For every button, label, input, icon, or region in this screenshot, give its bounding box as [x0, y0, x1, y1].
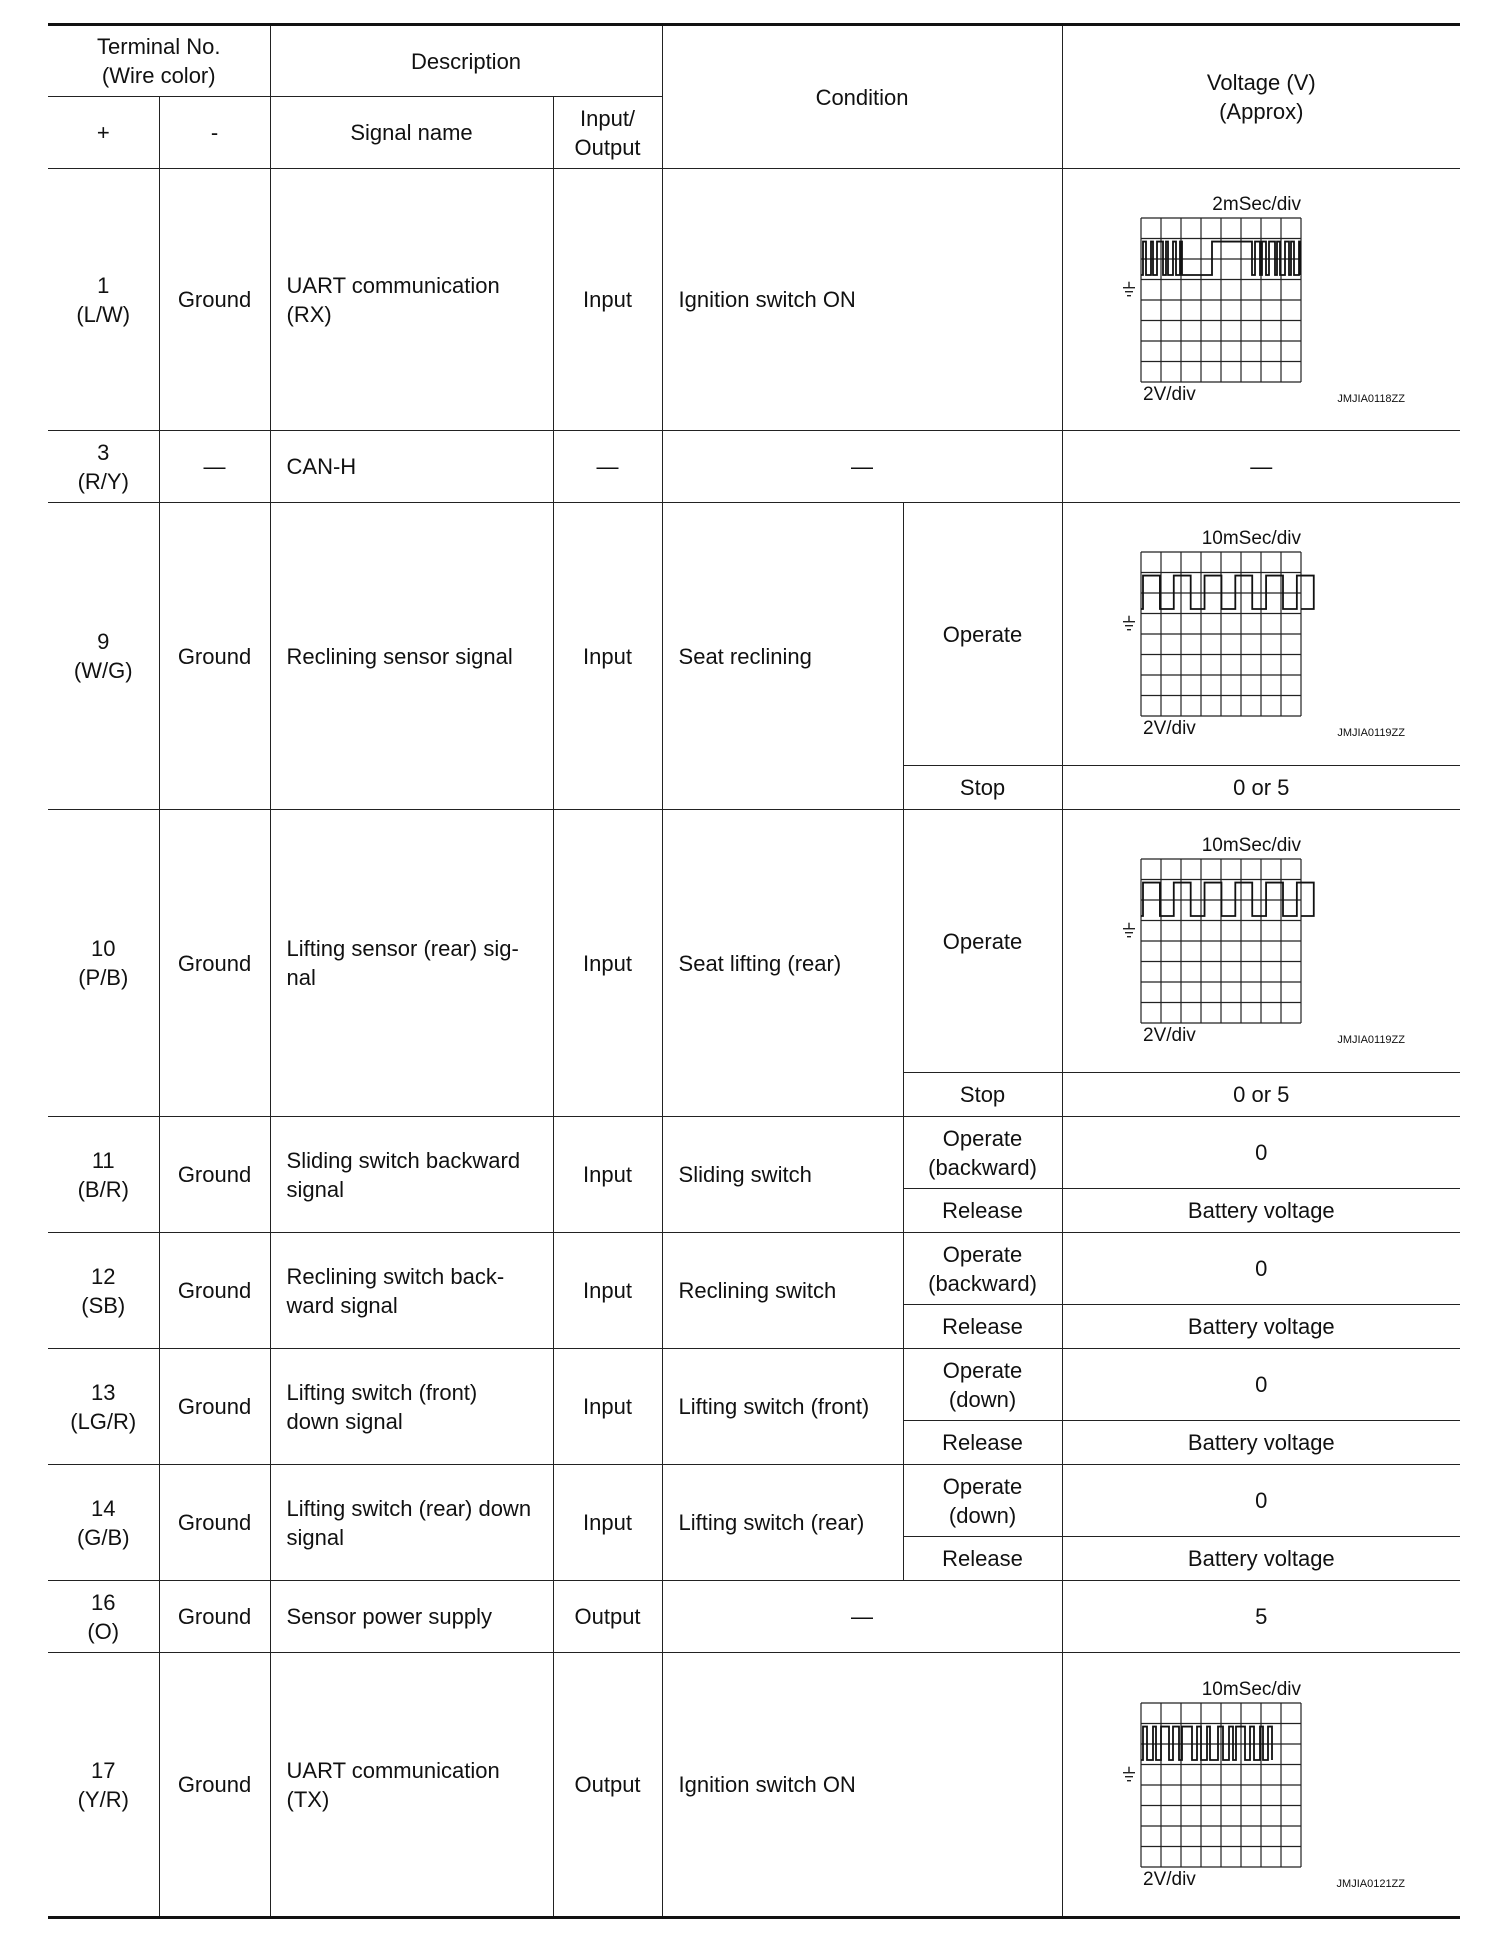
ground-symbol-icon [1123, 281, 1135, 295]
terminal-number: 1 [97, 272, 110, 298]
state-line-1: Operate [942, 1357, 1023, 1383]
state-line-1: Operate [942, 1473, 1023, 1499]
state-cell [903, 1117, 1062, 1189]
oscilloscope-waveform [1115, 825, 1407, 1057]
condition-cell: Reclining switch [662, 1233, 903, 1349]
oscilloscope-waveform [1115, 1669, 1407, 1901]
signal-line-2: (RX) [286, 301, 332, 327]
terminal-no-label: Terminal No. [97, 34, 221, 59]
ground-symbol-icon [1123, 616, 1135, 630]
state-line-2: (down) [948, 1502, 1017, 1528]
terminal-cell [48, 1581, 159, 1653]
signal-cell [270, 1653, 553, 1918]
table-row [48, 1465, 1460, 1537]
minus-cell: Ground [159, 1653, 270, 1918]
io-cell: — [553, 431, 662, 503]
io-header [553, 97, 662, 169]
voltage-cell: Battery voltage [1062, 1537, 1460, 1581]
state-line-1: Operate [942, 1241, 1023, 1267]
time-division-label: 2mSec/div [1212, 193, 1302, 215]
signal-line-1: Lifting switch (rear) down [286, 1495, 532, 1521]
state-line-2: (backward) [928, 1154, 1037, 1180]
wire-color-label: (Wire color) [101, 63, 216, 88]
minus-cell: Ground [159, 1465, 270, 1581]
time-division-label: 10mSec/div [1202, 835, 1302, 856]
time-division-label: 10mSec/div [1202, 528, 1302, 549]
minus-cell: Ground [159, 1581, 270, 1653]
io-cell: Input [553, 1465, 662, 1581]
wire-color: (R/Y) [77, 468, 129, 494]
volt-division-label: 2V/div [1143, 1868, 1197, 1890]
terminal-cell [48, 431, 159, 503]
state-cell: Release [903, 1537, 1062, 1581]
terminal-number: 11 [91, 1147, 115, 1173]
signal-cell: Reclining sensor signal [270, 503, 553, 810]
condition-cell: Seat lifting (rear) [662, 810, 903, 1117]
ground-symbol-icon [1123, 1766, 1135, 1780]
state-cell: Release [903, 1421, 1062, 1465]
state-cell: Stop [903, 1073, 1062, 1117]
terminal-number: 12 [91, 1263, 116, 1289]
io-cell: Input [553, 503, 662, 810]
terminal-cell [48, 1465, 159, 1581]
condition-cell: Lifting switch (front) [662, 1349, 903, 1465]
state-line-2: (down) [948, 1386, 1017, 1412]
state-cell: Release [903, 1305, 1062, 1349]
scope-grid [1141, 1703, 1301, 1867]
volt-division-label: 2V/div [1143, 383, 1197, 405]
io-label-1: Input/ [580, 105, 636, 131]
condition-cell: Ignition switch ON [662, 1653, 1062, 1918]
terminal-cell [48, 810, 159, 1117]
condition-cell: — [662, 1581, 1062, 1653]
volt-division-label: 2V/div [1143, 1025, 1197, 1046]
table-row [48, 1653, 1460, 1918]
condition-cell: Ignition switch ON [662, 169, 1062, 431]
terminal-cell [48, 169, 159, 431]
signal-line-1: Sliding switch backward [286, 1147, 521, 1173]
table-row [48, 1581, 1460, 1653]
condition-cell: Seat reclining [662, 503, 903, 810]
waveform-trace [1141, 1726, 1272, 1759]
minus-cell: Ground [159, 1233, 270, 1349]
voltage-cell: — [1062, 431, 1460, 503]
signal-line-1: Lifting switch (front) [286, 1379, 478, 1405]
voltage-cell: 0 [1062, 1465, 1460, 1537]
signal-line-2: (TX) [286, 1786, 330, 1812]
voltage-header [1062, 25, 1460, 169]
terminal-cell [48, 503, 159, 810]
oscilloscope-waveform [1115, 518, 1407, 750]
voltage-cell: 0 or 5 [1062, 1073, 1460, 1117]
voltage-cell [1062, 503, 1460, 766]
wire-color: (SB) [81, 1292, 126, 1318]
voltage-cell: 5 [1062, 1581, 1460, 1653]
signal-cell [270, 169, 553, 431]
io-cell: Input [553, 810, 662, 1117]
io-cell: Output [553, 1653, 662, 1918]
io-cell: Input [553, 1117, 662, 1233]
state-cell: Operate [903, 810, 1062, 1073]
waveform-trace [1141, 576, 1314, 609]
terminal-number: 3 [97, 439, 110, 465]
volt-division-label: 2V/div [1143, 718, 1197, 739]
figure-code-label: JMJIA0119ZZ [1337, 727, 1406, 739]
wire-color: (G/B) [76, 1524, 130, 1550]
table-row [48, 431, 1460, 503]
state-line-1: Operate [942, 1125, 1023, 1151]
terminal-number: 17 [91, 1757, 116, 1783]
terminal-number: 10 [91, 936, 116, 961]
voltage-cell: 0 [1062, 1233, 1460, 1305]
io-cell: Output [553, 1581, 662, 1653]
wire-color: (B/R) [77, 1176, 129, 1202]
terminal-cell [48, 1233, 159, 1349]
wire-color: (LG/R) [70, 1408, 137, 1434]
signal-cell [270, 810, 553, 1117]
wire-color: (Y/R) [77, 1786, 129, 1812]
condition-header: Condition [662, 25, 1062, 169]
time-division-label: 10mSec/div [1202, 1678, 1302, 1700]
table-row [48, 1233, 1460, 1305]
terminal-table [48, 23, 1460, 1919]
table-row [48, 810, 1460, 1073]
condition-cell: Sliding switch [662, 1117, 903, 1233]
voltage-cell [1062, 1653, 1460, 1918]
terminal-cell [48, 1117, 159, 1233]
minus-cell: Ground [159, 503, 270, 810]
voltage-cell: 0 [1062, 1117, 1460, 1189]
signal-line-1: Lifting sensor (rear) sig- [286, 936, 519, 961]
table-row [48, 503, 1460, 766]
signal-name-header: Signal name [270, 97, 553, 169]
figure-code-label: JMJIA0119ZZ [1337, 1034, 1406, 1046]
signal-cell [270, 1233, 553, 1349]
terminal-number: 14 [91, 1495, 116, 1521]
io-cell: Input [553, 1233, 662, 1349]
state-cell: Operate [903, 503, 1062, 766]
minus-cell: — [159, 431, 270, 503]
voltage-cell: 0 [1062, 1349, 1460, 1421]
description-header: Description [270, 25, 662, 97]
signal-line-2: down signal [286, 1408, 403, 1434]
signal-cell: Sensor power supply [270, 1581, 553, 1653]
voltage-cell: Battery voltage [1062, 1305, 1460, 1349]
minus-cell: Ground [159, 1349, 270, 1465]
voltage-cell: Battery voltage [1062, 1421, 1460, 1465]
oscilloscope-screen [1115, 1669, 1407, 1901]
oscilloscope-screen [1115, 184, 1407, 416]
state-cell: Release [903, 1189, 1062, 1233]
voltage-cell: Battery voltage [1062, 1189, 1460, 1233]
approx-label: (Approx) [1219, 99, 1304, 124]
wire-color: (L/W) [76, 301, 131, 327]
state-line-2: (backward) [928, 1270, 1037, 1296]
plus-header: + [48, 97, 159, 169]
condition-cell: — [662, 431, 1062, 503]
signal-line-1: UART communication [286, 1757, 500, 1783]
oscilloscope-screen [1115, 825, 1407, 1057]
voltage-label: Voltage (V) [1206, 70, 1316, 95]
ground-symbol-icon [1123, 923, 1135, 937]
signal-line-2: nal [286, 965, 316, 990]
table-row [48, 1349, 1460, 1421]
minus-cell: Ground [159, 810, 270, 1117]
signal-line-2: signal [286, 1176, 344, 1202]
signal-cell [270, 1117, 553, 1233]
condition-cell: Lifting switch (rear) [662, 1465, 903, 1581]
terminal-number: 16 [91, 1589, 116, 1615]
oscilloscope-screen [1115, 518, 1407, 750]
state-cell [903, 1465, 1062, 1537]
wire-color: (W/G) [73, 658, 133, 683]
waveform-trace [1141, 883, 1314, 916]
table-row [48, 169, 1460, 431]
figure-code-label: JMJIA0121ZZ [1336, 1877, 1406, 1890]
signal-line-1: UART communication [286, 272, 500, 298]
signal-line-2: ward signal [286, 1292, 398, 1318]
minus-header: - [159, 97, 270, 169]
minus-cell: Ground [159, 169, 270, 431]
terminal-cell [48, 1653, 159, 1918]
io-label-2: Output [574, 134, 641, 160]
table-row [48, 1117, 1460, 1189]
voltage-cell: 0 or 5 [1062, 766, 1460, 810]
oscilloscope-waveform [1115, 184, 1407, 416]
signal-cell [270, 1349, 553, 1465]
signal-line-1: Reclining switch back- [286, 1263, 505, 1289]
io-cell: Input [553, 1349, 662, 1465]
voltage-cell [1062, 169, 1460, 431]
figure-code-label: JMJIA0118ZZ [1337, 392, 1406, 405]
voltage-cell [1062, 810, 1460, 1073]
terminal-cell [48, 1349, 159, 1465]
signal-cell [270, 1465, 553, 1581]
terminal-number: 13 [91, 1379, 116, 1405]
signal-line-2: signal [286, 1524, 344, 1550]
state-cell [903, 1349, 1062, 1421]
minus-cell: Ground [159, 1117, 270, 1233]
terminal-number: 9 [97, 629, 110, 654]
state-cell: Stop [903, 766, 1062, 810]
wire-color: (P/B) [78, 965, 129, 990]
io-cell: Input [553, 169, 662, 431]
wire-color: (O) [87, 1618, 120, 1644]
terminal-no-header [48, 25, 270, 97]
signal-cell: CAN-H [270, 431, 553, 503]
state-cell [903, 1233, 1062, 1305]
